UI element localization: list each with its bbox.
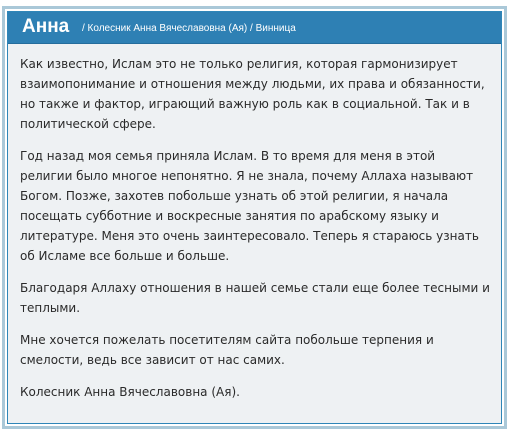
article-panel	[7, 11, 502, 424]
article-title: Анна	[22, 16, 70, 37]
paragraph-2: Год назад моя семья приняла Ислам. В то время для меня в этой религии было многое непонятно. Я не знала, почему Аллаха называют Богом. Позже, захотев побольше узнать об этой религии, я начала посещать субботние и воскресные занятия по арабскому языку и литературе. Меня это очень заинтересовало. Теперь я стараюсь узнать об Исламе все больше и больше.	[20, 149, 479, 263]
article-frame	[2, 6, 507, 429]
paragraph-4: Мне хочется пожелать посетителям сайта побольше терпения и смелости, ведь все зависит от нас самих.	[20, 333, 434, 367]
breadcrumb: / Колесник Анна Вячеславовна (Ая) / Винница	[82, 23, 296, 34]
article-body	[20, 54, 491, 414]
signature: Колесник Анна Вячеславовна (Ая).	[20, 385, 240, 399]
paragraph-1: Как известно, Ислам это не только религия, которая гармонизирует взаимопонимание и отношения между людьми, их права и обязанности, но также и фактор, играющий важную роль как в социальной. Так и в политической сфере.	[20, 57, 485, 131]
paragraph-3: Благодаря Аллаху отношения в нашей семье стали еще более тесными и теплыми.	[20, 281, 490, 315]
article-header	[8, 12, 501, 44]
